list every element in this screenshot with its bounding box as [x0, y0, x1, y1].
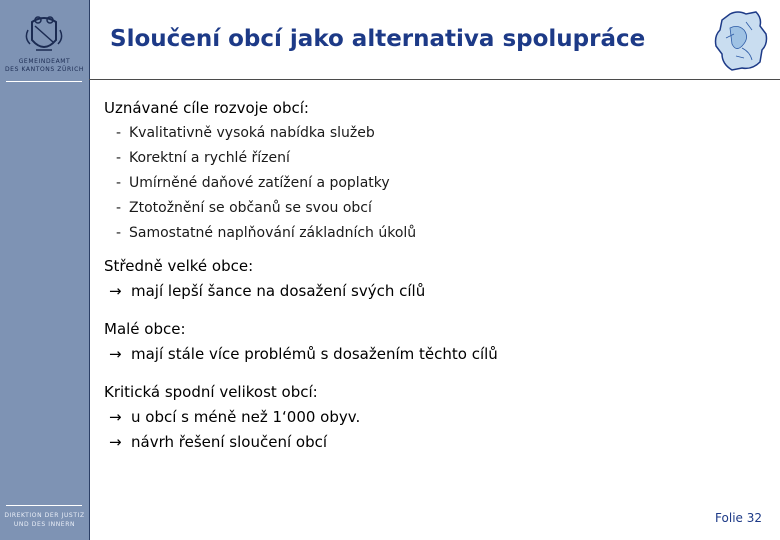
- arrow-right-icon: →: [109, 282, 122, 300]
- critical-heading: Kritická spodní velikost obcí:: [104, 383, 318, 401]
- list-item: [104, 221, 764, 246]
- sidebar-divider-bottom: [6, 505, 82, 506]
- goals-heading: Uznávané cíle rozvoje obcí:: [104, 99, 309, 117]
- org-name-bottom: [0, 511, 89, 529]
- bullet-dash: -: [116, 175, 122, 191]
- small-heading: Malé obce:: [104, 320, 186, 338]
- page-title: Sloučení obcí jako alternativa spolupráce: [110, 26, 646, 52]
- critical-text: u obcí s méně než 1‘000 obyv.: [131, 408, 361, 426]
- org-name-top: [0, 58, 89, 74]
- bullet-dash: -: [116, 225, 122, 241]
- medium-heading: Středně velké obce:: [104, 257, 254, 275]
- bullet-dash: -: [116, 125, 122, 141]
- list-item: [104, 196, 764, 221]
- medium-text: mají lepší šance na dosažení svých cílů: [131, 282, 426, 300]
- canton-map-icon: [712, 8, 770, 74]
- canton-crest-icon: [24, 12, 64, 56]
- list-item: [104, 146, 764, 171]
- slide-content: [104, 96, 764, 455]
- medium-municipalities-block: [104, 254, 764, 304]
- list-item: [104, 121, 764, 146]
- small-arrow-line: [104, 342, 764, 367]
- medium-arrow-line: [104, 279, 764, 304]
- bullet-dash: -: [116, 200, 122, 216]
- small-text: mají stále více problémů s dosažením těchto cílů: [131, 345, 498, 363]
- goal-text: Samostatné naplňování základních úkolů: [129, 225, 417, 241]
- goal-text: Umírněné daňové zatížení a poplatky: [129, 175, 390, 191]
- arrow-right-icon: →: [109, 345, 122, 363]
- critical-size-block: [104, 380, 764, 455]
- critical-arrow-line: [104, 405, 764, 430]
- small-municipalities-block: [104, 317, 764, 367]
- goal-text: Kvalitativně vysoká nabídka služeb: [129, 125, 375, 141]
- goal-text: Korektní a rychlé řízení: [129, 150, 290, 166]
- list-item: [104, 171, 764, 196]
- goal-text: Ztotožnění se občanů se svou obcí: [129, 200, 372, 216]
- arrow-right-icon: →: [109, 408, 122, 426]
- arrow-right-icon: →: [109, 433, 122, 451]
- header-divider: [89, 79, 780, 80]
- critical-text: návrh řešení sloučení obcí: [131, 433, 328, 451]
- slide-number: Folie 32: [715, 511, 762, 525]
- org-bottom-line2: UND DES INNERN: [13, 521, 76, 528]
- org-bottom-line1: DIREKTION DER JUSTIZ: [4, 512, 85, 519]
- goals-list: [104, 121, 764, 246]
- bullet-dash: -: [116, 150, 122, 166]
- org-top-line2: DES KANTONS ZÜRICH: [4, 66, 85, 73]
- sidebar-divider-top: [6, 81, 82, 82]
- org-top-line1: GEMEINDEAMT: [18, 58, 71, 65]
- sidebar: [0, 0, 90, 540]
- critical-arrow-line: [104, 430, 764, 455]
